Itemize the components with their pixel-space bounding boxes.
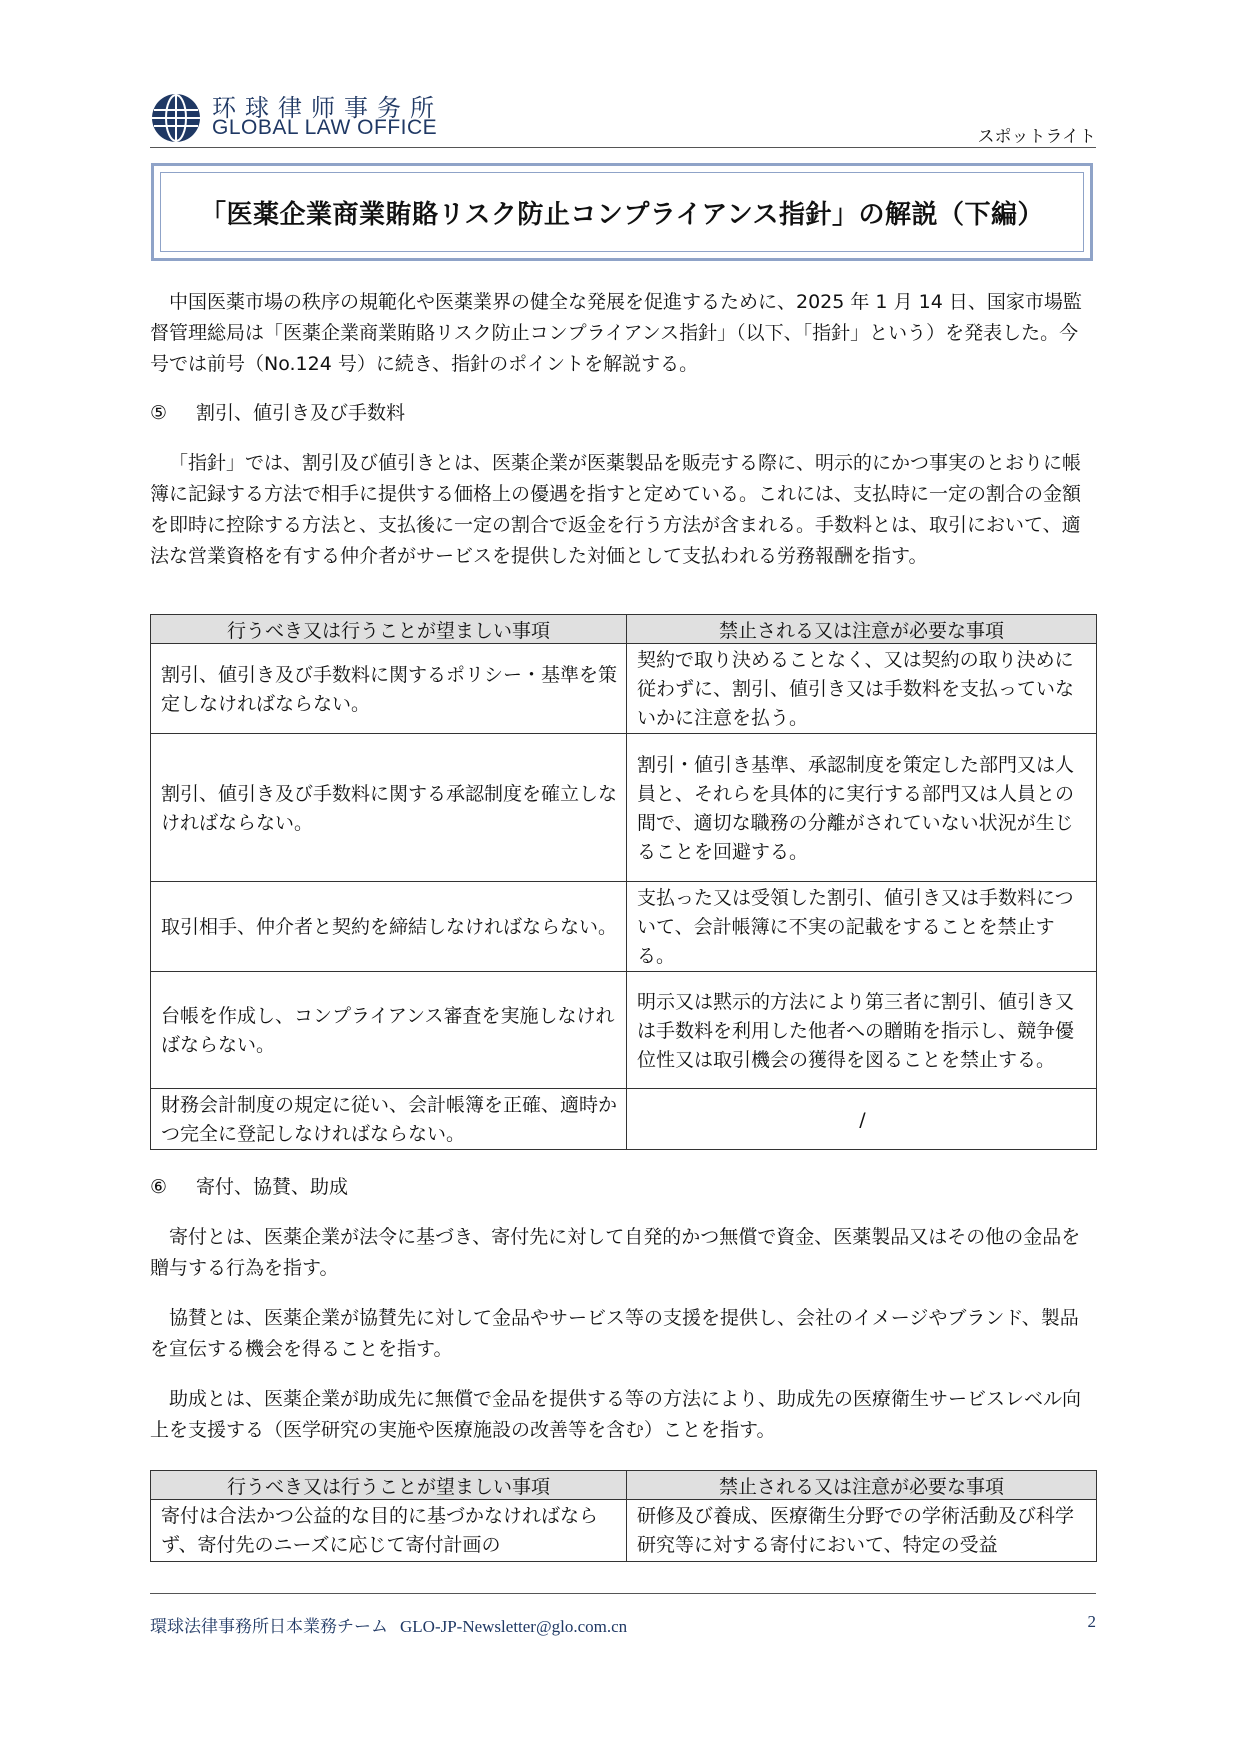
table-row	[151, 972, 1097, 1089]
section-6-paragraph-sponsorship: 協賛とは、医薬企業が協賛先に対して金品やサービス等の支援を提供し、会社のイメージやブランド、製品を宣伝する機会を得ることを指す。	[150, 1307, 1079, 1360]
section-6-title: 寄付、協賛、助成	[196, 1176, 349, 1198]
title-box	[151, 163, 1093, 261]
table-row	[151, 882, 1097, 972]
table-cell: 契約で取り決めることなく、又は契約の取り決めに従わずに、割引、値引き又は手数料を支払っていないかに注意を払う。	[627, 644, 1097, 734]
table-cell: 寄付は合法かつ公益的な目的に基づかなければならず、寄付先のニーズに応じて寄付計画の	[151, 1500, 627, 1562]
section-6-paragraph-grant: 助成とは、医薬企業が助成先に無償で金品を提供する等の方法により、助成先の医療衛生サービスレベル向上を支援する（医学研究の実施や医療施設の改善等を含む）ことを指す。	[150, 1388, 1082, 1441]
table-header-row	[151, 615, 1097, 644]
table-header-row	[151, 1471, 1097, 1500]
footer-divider	[150, 1593, 1096, 1594]
section-6-paragraph-donation: 寄付とは、医薬企業が法令に基づき、寄付先に対して自発的かつ無償で資金、医薬製品又はその他の金品を贈与する行為を指す。	[150, 1226, 1081, 1279]
column-header-recommended: 行うべき又は行うことが望ましい事項	[151, 615, 627, 644]
section-6-table	[150, 1470, 1097, 1562]
title-box-inner	[160, 172, 1084, 252]
footer-team-name: 環球法律事務所日本業務チーム	[150, 1617, 388, 1637]
table-cell: 明示又は黙示的方法により第三者に割引、値引き又は手数料を利用した他者への贈賄を指示し、競争優位性又は取引機会の獲得を図ることを禁止する。	[627, 972, 1097, 1089]
table-cell: 割引、値引き及び手数料に関する承認制度を確立しなければならない。	[151, 734, 627, 882]
footer-contact	[150, 1612, 627, 1637]
page-header	[150, 86, 1096, 146]
footer-email: GLO-JP-Newsletter@glo.com.cn	[400, 1617, 628, 1636]
table-cell: 研修及び養成、医療衛生分野での学術活動及び科学研究等に対する寄付において、特定の受益	[627, 1500, 1097, 1562]
logo-english-name: GLOBAL LAW OFFICE	[212, 116, 438, 139]
section-label: スポットライト	[977, 127, 1096, 147]
globe-logo-icon	[150, 92, 202, 144]
logo-chinese-name: 环球律师事务所	[212, 94, 443, 122]
section-5-table	[150, 614, 1097, 1150]
table-cell: 取引相手、仲介者と契約を締結しなければならない。	[151, 882, 627, 972]
column-header-recommended: 行うべき又は行うことが望ましい事項	[151, 1471, 627, 1500]
section-5-title: 割引、値引き及び手数料	[196, 402, 406, 424]
page-title: 「医薬企業商業賄賂リスク防止コンプライアンス指針」の解説（下編）	[199, 199, 1045, 230]
table-cell: /	[627, 1089, 1097, 1150]
table-cell: 財務会計制度の規定に従い、会計帳簿を正確、適時かつ完全に登記しなければならない。	[151, 1089, 627, 1150]
table-cell: 支払った又は受領した割引、値引き又は手数料について、会計帳簿に不実の記載をすることを禁止する。	[627, 882, 1097, 972]
table-cell: 割引、値引き及び手数料に関するポリシー・基準を策定しなければならない。	[151, 644, 627, 734]
table-cell: 割引・値引き基準、承認制度を策定した部門又は人員と、それらを具体的に実行する部門又は人員との間で、適切な職務の分離がされていない状況が生じることを回避する。	[627, 734, 1097, 882]
intro-paragraph: 中国医薬市場の秩序の規範化や医薬業界の健全な発展を促進するために、2025 年 1 月 14 日、国家市場監督管理総局は「医薬企業商業賄賂リスク防止コンプライアンス指針」（以下、「指針」という）を発表した。今号では前号（No.124 号）に続き、指針のポイントを解説する。	[150, 291, 1082, 375]
header-divider	[150, 147, 1096, 148]
table-row	[151, 1089, 1097, 1150]
table-row	[151, 644, 1097, 734]
table-row	[151, 1500, 1097, 1562]
section-6-heading	[150, 1172, 348, 1199]
column-header-prohibited: 禁止される又は注意が必要な事項	[627, 615, 1097, 644]
section-6-number: ⑥	[150, 1176, 168, 1198]
table-cell: 台帳を作成し、コンプライアンス審査を実施しなければならない。	[151, 972, 627, 1089]
section-5-body: 「指針」では、割引及び値引きとは、医薬企業が医薬製品を販売する際に、明示的にかつ事実のとおりに帳簿に記録する方法で相手に提供する価格上の優遇を指すと定めている。これには、支払時に一定の割合の金額を即時に控除する方法と、支払後に一定の割合で返金を行う方法が含まれる。手数料とは、取引において、適法な営業資格を有する仲介者がサービスを提供した対価として支払われる労務報酬を指す。	[150, 452, 1082, 567]
section-5-heading	[150, 398, 405, 425]
table-row	[151, 734, 1097, 882]
page-number: 2	[1087, 1612, 1096, 1631]
section-5-number: ⑤	[150, 402, 168, 424]
column-header-prohibited: 禁止される又は注意が必要な事項	[627, 1471, 1097, 1500]
